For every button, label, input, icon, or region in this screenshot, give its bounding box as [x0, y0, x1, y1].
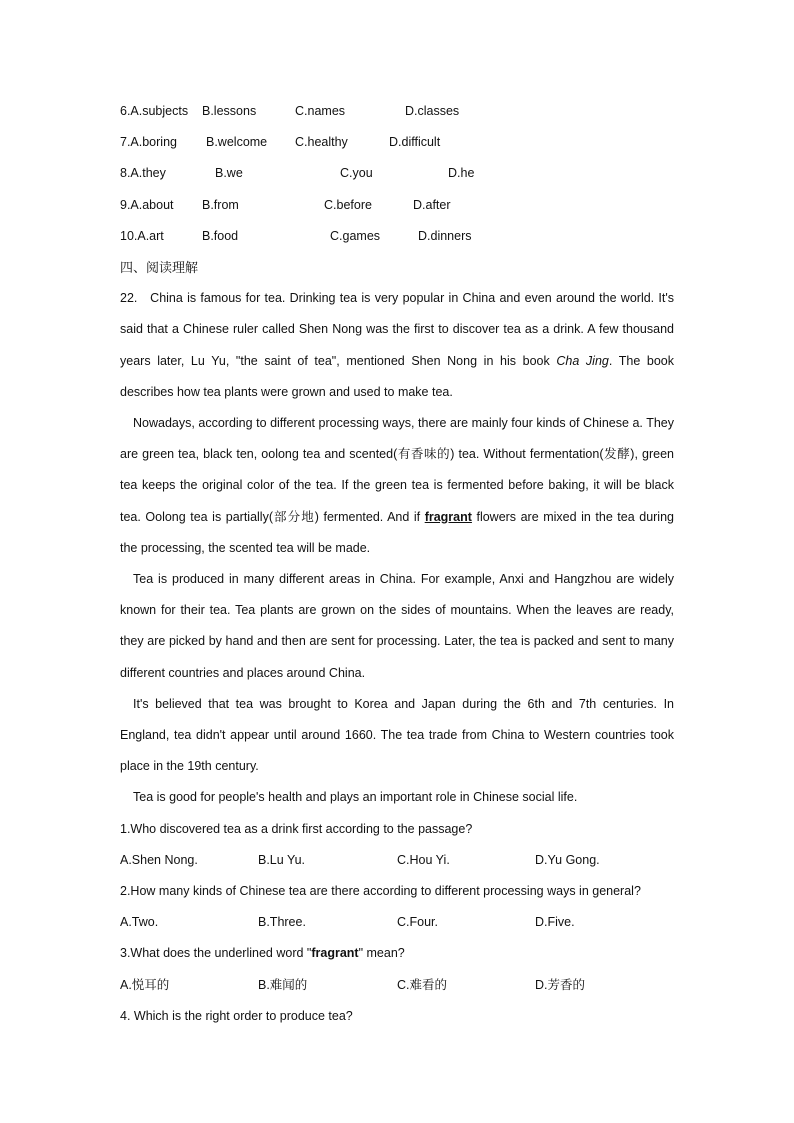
question-text: 3.What does the underlined word " [120, 946, 312, 961]
option-b: B.we [215, 166, 243, 181]
choice-b: B.Lu Yu. [258, 852, 306, 867]
passage-text: 22. China is famous for tea. Drinking tea is very popular in China and even around the world. It's said that a Chinese ruler called Shen Nong was the first to discover tea as a drink. A few thousand years later, Lu Yu, "the saint of tea", mentioned Shen Nong in his book [120, 291, 674, 368]
cloze-option-row-9 [120, 190, 674, 221]
cloze-option-row-7 [120, 127, 674, 158]
option-c: C.healthy [295, 135, 348, 150]
option-a: 7.A.boring [120, 135, 177, 150]
option-d: D.dinners [418, 228, 472, 243]
option-a: 6.A.subjects [120, 104, 189, 118]
choice-d: D.Yu Gong. [535, 852, 600, 867]
option-a: 10.A.art [120, 228, 164, 243]
option-b: B.lessons [202, 104, 257, 118]
choice-d: D.Five. [535, 915, 575, 930]
option-d: D.he [448, 166, 475, 181]
cloze-option-row-10 [120, 221, 674, 252]
option-c: C.before [324, 197, 372, 212]
question-bold-word: fragrant [311, 946, 359, 961]
passage-paragraph-3: Tea is produced in many different areas in China. For example, Anxi and Hangzhou are widely known for their tea. Tea plants are grown on the sides of mountains. When the leaves are ready, they are picked by hand and then are sent for processing. Later, the tea is packed and sent to many different countries and places around China. [120, 571, 674, 680]
section-title: 四、阅读理解 [120, 259, 199, 275]
option-b: B.from [202, 197, 239, 212]
choice-b: B.Three. [258, 915, 306, 930]
passage-text: Nowadays, according to different processing ways, there are mainly four kinds of Chinese a. They are green tea, black ten, oolong tea and scented(有香味的) tea. Without fermentation(发酵), green tea keeps the original color of the tea. If the green tea is fermented before baking, it will be black tea. Oolong tea is partially(部分地) fermented. And if [120, 415, 674, 524]
passage-paragraph-4: It's believed that tea was brought to Korea and Japan during the 6th and 7th centuries. In England, tea didn't appear until around 1660. The tea trade from China to Western countries took place in the 19th century. [120, 696, 674, 774]
book-title: Cha Jing [556, 353, 609, 368]
passage-text: flowers are mixed in the tea during the processing, the scented tea will be made. [120, 509, 674, 555]
passage-paragraph-5: Tea is good for people's health and plays an important role in Chinese social life. [133, 790, 578, 805]
choice-d: D.芳香的 [535, 977, 586, 992]
choice-c: C.Four. [397, 915, 438, 930]
option-a: 8.A.they [120, 166, 166, 181]
question-1: 1.Who discovered tea as a drink first according to the passage? [120, 821, 473, 836]
option-a: 9.A.about [120, 197, 174, 212]
choice-a: A.Shen Nong. [120, 852, 198, 867]
question-text: " mean? [358, 946, 405, 961]
question-1-choices [120, 845, 674, 876]
option-d: D.classes [405, 104, 460, 118]
option-b: B.food [202, 228, 239, 243]
choice-c: C.Hou Yi. [397, 852, 450, 867]
question-2: 2.How many kinds of Chinese tea are there according to different processing ways in general? [120, 883, 641, 898]
option-d: D.difficult [389, 135, 441, 150]
passage-text: . The book describes how tea plants were grown and used to make tea. [120, 353, 675, 399]
passage-paragraph-2 [120, 408, 674, 564]
question-3 [120, 938, 674, 969]
cloze-option-row-6 [120, 96, 674, 127]
option-d: D.after [413, 197, 451, 212]
option-c: C.names [295, 104, 346, 118]
cloze-option-row-8 [120, 158, 674, 189]
underlined-word: fragrant [424, 509, 472, 524]
choice-a: A.Two. [120, 915, 159, 930]
question-2-choices [120, 907, 674, 938]
question-3-choices [120, 970, 674, 1001]
option-c: C.you [340, 166, 373, 181]
option-c: C.games [330, 228, 381, 243]
choice-a: A.悦耳的 [120, 977, 170, 992]
question-4: 4. Which is the right order to produce tea? [120, 1008, 353, 1023]
choice-c: C.难看的 [397, 977, 448, 992]
choice-b: B.难闻的 [258, 977, 308, 992]
passage-paragraph-1 [120, 283, 674, 408]
option-b: B.welcome [206, 135, 268, 150]
worksheet-page [120, 96, 674, 1032]
